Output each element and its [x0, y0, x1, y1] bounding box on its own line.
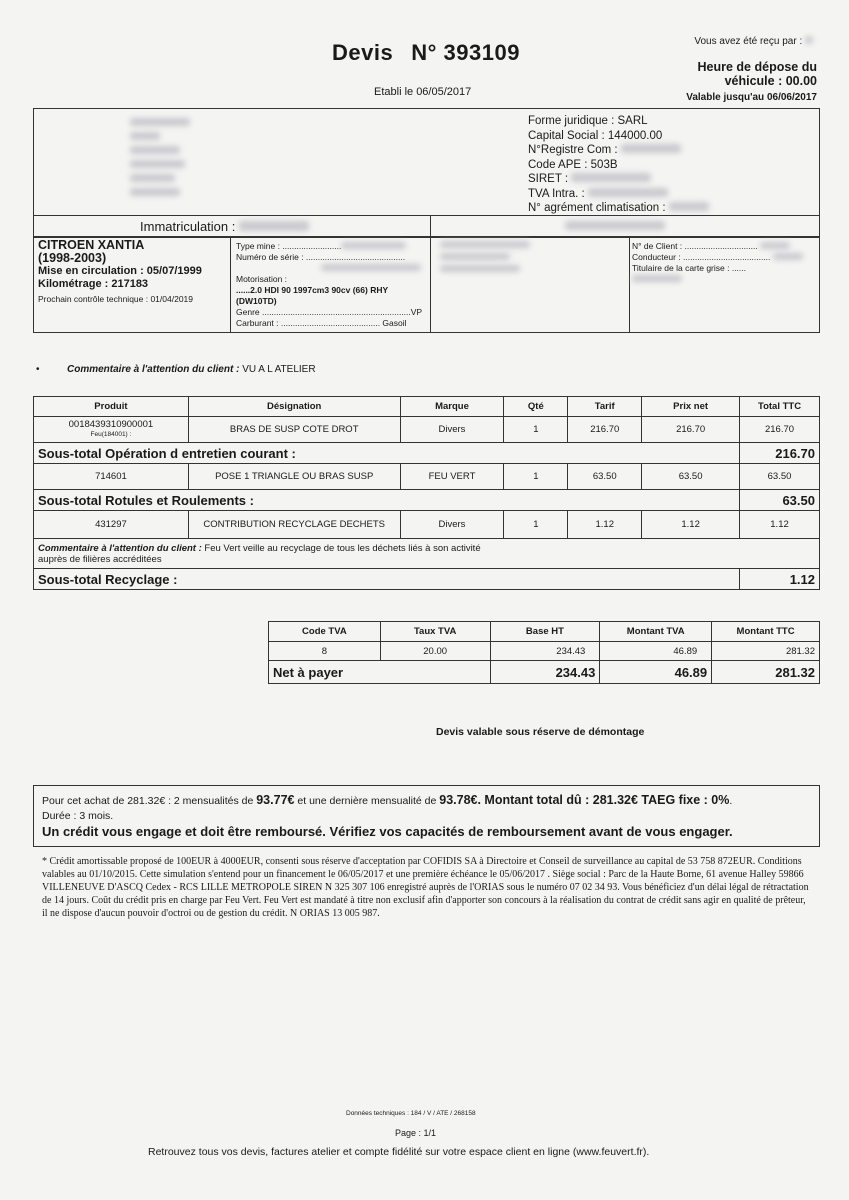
numero-client-line	[632, 241, 803, 252]
subtotal-value: 1.12	[740, 569, 820, 590]
col-code-tva: Code TVA	[269, 622, 381, 642]
recycling-comment-text: Feu Vert veille au recyclage de tous les déchets liés à son activité	[204, 542, 481, 554]
product-code: 431297	[34, 511, 189, 539]
redacted-name	[805, 36, 813, 44]
subtotal-row	[34, 569, 820, 590]
company-info	[528, 114, 709, 216]
immatriculation	[140, 219, 309, 234]
tva-code: 8	[269, 642, 381, 661]
registre-com-line	[528, 143, 709, 158]
col-marque: Marque	[400, 397, 504, 417]
product-code-cell	[34, 417, 189, 443]
col-taux-tva: Taux TVA	[380, 622, 490, 642]
recu-par	[694, 36, 813, 47]
document-title	[332, 40, 520, 66]
page-number: Page : 1/1	[395, 1128, 437, 1138]
tva-base: 234.43	[490, 642, 600, 661]
subtotal-value: 216.70	[740, 443, 820, 464]
product-total: 1.12	[740, 511, 820, 539]
company-address-redacted	[130, 118, 190, 196]
numero-serie: Numéro de série : ..........................................	[236, 252, 406, 262]
col-total-ttc: Total TTC	[740, 397, 820, 417]
genre: Genre ...............................................................VP	[236, 307, 423, 317]
motorisation-value: ......2.0 HDI 90 1997cm3 90cv (66) RHY	[236, 285, 389, 295]
credit-end: .	[729, 795, 733, 807]
subtotal-label: Sous-total Recyclage :	[34, 569, 740, 590]
credit-part1: Pour cet achat de 281.32€ : 2 mensualités de	[42, 795, 254, 807]
product-tarif: 216.70	[568, 417, 642, 443]
net-montant-ttc: 281.32	[712, 661, 820, 684]
subtotal-row	[34, 443, 820, 464]
col-montant-tva: Montant TVA	[600, 622, 712, 642]
product-tarif: 63.50	[568, 464, 642, 490]
serie-redacted-line	[321, 263, 422, 274]
kilometrage: Kilométrage : 217183	[38, 278, 149, 290]
credit-offer	[42, 793, 732, 807]
siret: SIRET :	[528, 173, 569, 185]
heure-depose-line2: véhicule : 00.00	[724, 74, 817, 88]
tva-ttc: 281.32	[712, 642, 820, 661]
table-row	[34, 464, 820, 490]
product-designation: CONTRIBUTION RECYCLAGE DECHETS	[188, 511, 400, 539]
conducteur-line	[632, 252, 803, 263]
product-prix-net: 63.50	[642, 464, 740, 490]
vehicle-model: CITROEN XANTIA	[38, 238, 145, 252]
client-address-redacted	[440, 241, 530, 277]
recu-par-label: Vous avez été reçu par :	[694, 36, 803, 47]
product-total: 216.70	[740, 417, 820, 443]
table-row	[34, 417, 820, 443]
redacted-type-mine	[341, 242, 406, 249]
code-ape: Code APE : 503B	[528, 158, 618, 171]
credit-warning: Un crédit vous engage et doit être remboursé. Vérifiez vos capacités de remboursement avant de vous engager.	[42, 824, 733, 839]
siret-line	[528, 172, 709, 187]
numero-client: N° de Client : ...............................	[632, 241, 758, 251]
tva-montant: 46.89	[600, 642, 712, 661]
vehicle-years: (1998-2003)	[38, 251, 107, 265]
redacted-tva	[588, 188, 668, 197]
donnees-techniques: Données techniques : 184 / V / ATE / 268158	[346, 1110, 476, 1117]
vehicle-main-info	[38, 239, 202, 306]
redacted-client-no	[760, 242, 790, 249]
agrement-clim: N° agrément climatisation :	[528, 202, 666, 214]
subtotal-row	[34, 490, 820, 511]
redacted-immat	[239, 221, 309, 231]
tva-row	[269, 642, 820, 661]
product-designation: POSE 1 TRIANGLE OU BRAS SUSP	[188, 464, 400, 490]
product-marque: FEU VERT	[400, 464, 504, 490]
recycling-comment-label: Commentaire à l'attention du client :	[38, 542, 202, 554]
subtotal-label: Sous-total Rotules et Roulements :	[34, 490, 740, 511]
product-prix-net: 216.70	[642, 417, 740, 443]
client-comment-text: VU A L ATELIER	[242, 364, 316, 375]
comment-row	[34, 539, 820, 569]
type-mine: Type mine : .........................	[236, 241, 342, 251]
mise-en-circulation: Mise en circulation : 05/07/1999	[38, 265, 202, 277]
redacted-titulaire	[632, 275, 682, 282]
redacted-siret	[571, 173, 651, 182]
motorisation-label: Motorisation :	[236, 274, 288, 284]
client-comment	[67, 364, 316, 375]
subtotal-label: Sous-total Opération d entretien courant :	[34, 443, 740, 464]
col-qte: Qté	[504, 397, 568, 417]
redacted-client-name	[565, 221, 665, 230]
recycling-comment-text2: auprès de filières accréditées	[38, 553, 162, 565]
immatriculation-label: Immatriculation :	[140, 219, 236, 234]
vehicle-technical-info	[236, 241, 422, 329]
net-a-payer-row	[269, 661, 820, 684]
validity-note: Devis valable sous réserve de démontage	[436, 726, 645, 738]
redacted-registre	[621, 144, 681, 153]
valable-date: Valable jusqu'au 06/06/2017	[686, 92, 817, 103]
date-etabli: Etabli le 06/05/2017	[374, 86, 472, 98]
devis-number: N° 393109	[411, 40, 520, 65]
agrement-line	[528, 201, 709, 216]
col-produit: Produit	[34, 397, 189, 417]
product-subcode: Feu(184001) :	[90, 430, 132, 438]
col-tarif: Tarif	[568, 397, 642, 417]
product-tarif: 1.12	[568, 511, 642, 539]
heure-depose	[698, 60, 817, 88]
col-base-ht: Base HT	[490, 622, 600, 642]
tva-taux: 20.00	[380, 642, 490, 661]
recycling-comment	[34, 539, 820, 569]
credit-mensualite1: 93.77€	[256, 793, 295, 807]
redacted-conducteur	[773, 253, 803, 260]
redacted-serie	[321, 264, 421, 271]
col-montant-ttc: Montant TTC	[712, 622, 820, 642]
titulaire: Titulaire de la carte grise : ......	[632, 263, 747, 273]
col-designation: Désignation	[188, 397, 400, 417]
product-code: 0018439310900001	[68, 418, 154, 430]
col-prix-net: Prix net	[642, 397, 740, 417]
client-comment-label: Commentaire à l'attention du client :	[67, 364, 240, 375]
client-info	[632, 241, 803, 285]
tva-table	[268, 621, 820, 684]
credit-duree: Durée : 3 mois.	[42, 810, 114, 822]
net-base-ht: 234.43	[490, 661, 600, 684]
capital-social: Capital Social : 144000.00	[528, 129, 663, 142]
motorisation-code: (DW10TD)	[236, 296, 277, 306]
product-total: 63.50	[740, 464, 820, 490]
credit-part2: et une dernière mensualité de	[297, 795, 437, 807]
credit-mensualite2: 93.78€	[439, 793, 478, 807]
controle-technique: Prochain contrôle technique : 01/04/2019	[38, 294, 194, 304]
legal-text: * Crédit amortissable proposé de 100EUR à 4000EUR, consenti sous réserve d'acceptation par COFIDIS SA à Directoire et Conseil de surveillance au capital de 53 758 872EUR. Conditions valables au 01/10/2015. Cette simulation s'entend pour un financement le 06/05/2017 et une première échéance le 05/06/2017 . Siège social : Parc de la Haute Borne, 61 avenue Halley 59866 VILLENEUVE D'ASCQ Cedex - RCS LILLE METROPOLE SIREN N 325 307 106 enregistré auprès de l'ORIAS sous le numéro 07 02 34 93. Vous bénéficiez d'un délai légal de rétractation de 14 jours. Coût du crédit pris en charge par Feu Vert. Feu Vert est mandaté à titre non exclusif afin d'apporter son concours à la réalisation du contrat de crédit sans agir en qualité de prêteur, il ne dispose d'aucun pouvoir d'octroi ou de gestion du crédit. N ORIAS 13 005 987.	[42, 856, 809, 919]
registre-com: N°Registre Com :	[528, 144, 618, 156]
product-designation: BRAS DE SUSP COTE DROT	[188, 417, 400, 443]
product-qte: 1	[504, 417, 568, 443]
product-prix-net: 1.12	[642, 511, 740, 539]
credit-total: . Montant total dû : 281.32€ TAEG fixe : 0%	[477, 793, 730, 807]
product-qte: 1	[504, 511, 568, 539]
table-row	[34, 511, 820, 539]
forme-juridique: Forme juridique : SARL	[528, 115, 648, 127]
subtotal-value: 63.50	[740, 490, 820, 511]
product-marque: Divers	[400, 511, 504, 539]
bullet-icon: •	[36, 364, 40, 375]
product-qte: 1	[504, 464, 568, 490]
net-montant-tva: 46.89	[600, 661, 712, 684]
type-mine-line	[236, 241, 422, 252]
heure-depose-line1: Heure de dépose du	[697, 60, 817, 74]
footer-text: Retrouvez tous vos devis, factures atelier et compte fidélité sur votre espace client en ligne (www.feuvert.fr).	[148, 1146, 650, 1158]
devis-label: Devis	[332, 40, 394, 65]
redacted-agrement	[669, 202, 709, 211]
carburant: Carburant : .......................................... Gasoil	[236, 318, 407, 328]
tva-header	[269, 622, 820, 642]
table-header	[34, 397, 820, 417]
product-code: 714601	[34, 464, 189, 490]
product-marque: Divers	[400, 417, 504, 443]
conducteur: Conducteur : .....................................	[632, 252, 771, 262]
tva-intra-line	[528, 187, 709, 202]
tva-intra: TVA Intra. :	[528, 187, 585, 200]
products-table	[33, 396, 820, 590]
net-a-payer-label: Net à payer	[269, 661, 491, 684]
